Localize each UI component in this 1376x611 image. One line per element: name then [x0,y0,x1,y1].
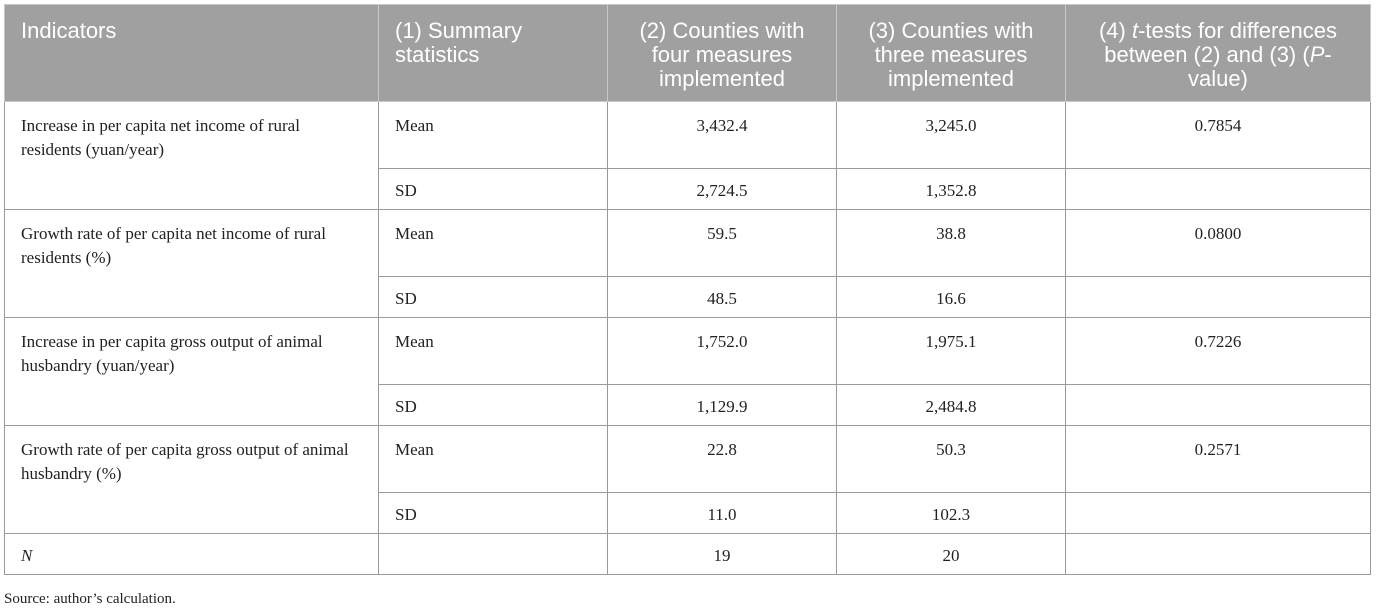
p-value-cell: 0.7226 [1066,318,1371,385]
indicator-cell: Growth rate of per capita gross output of animal husbandry (%) [5,426,379,534]
sd-four-cell: 1,129.9 [608,385,837,426]
header-indicators: Indicators [5,5,379,102]
header-summary-statistics: (1) Summary statistics [379,5,608,102]
mean-four-cell: 1,752.0 [608,318,837,385]
sd-four-cell: 2,724.5 [608,169,837,210]
mean-three-cell: 1,975.1 [837,318,1066,385]
header-t-tests-prefix: (4) [1098,18,1132,43]
stat-label-mean: Mean [379,210,608,277]
empty-cell [1066,277,1371,318]
summary-table [4,4,1371,575]
table-row [5,426,1371,493]
header-four-measures: (2) Counties with four measures implemented [608,5,837,102]
n-three-cell: 20 [837,534,1066,575]
header-row [5,5,1371,102]
sd-four-cell: 48.5 [608,277,837,318]
stat-label-sd: SD [379,277,608,318]
n-four-cell: 19 [608,534,837,575]
sd-three-cell: 102.3 [837,493,1066,534]
p-value-cell: 0.2571 [1066,426,1371,493]
mean-four-cell: 59.5 [608,210,837,277]
indicator-cell: Growth rate of per capita net income of rural residents (%) [5,210,379,318]
mean-three-cell: 38.8 [837,210,1066,277]
header-t-tests-p: P [1309,42,1325,67]
mean-three-cell: 50.3 [837,426,1066,493]
stat-label-sd: SD [379,385,608,426]
empty-cell [1066,493,1371,534]
p-value-cell: 0.7854 [1066,102,1371,169]
header-t-tests-suffix: -value) [1188,42,1332,91]
stat-label-sd: SD [379,493,608,534]
header-t-tests-t: t [1131,18,1139,43]
sd-three-cell: 1,352.8 [837,169,1066,210]
table-row [5,210,1371,277]
mean-three-cell: 3,245.0 [837,102,1066,169]
sd-four-cell: 11.0 [608,493,837,534]
header-t-tests-middle: -tests for differences between (2) and (3) ( [1104,18,1338,67]
sd-three-cell: 16.6 [837,277,1066,318]
source-note: Source: author’s calculation. [4,591,176,607]
mean-four-cell: 3,432.4 [608,102,837,169]
header-three-measures: (3) Counties with three measures implemented [837,5,1066,102]
indicator-cell: Increase in per capita net income of rural residents (yuan/year) [5,102,379,210]
empty-cell [1066,385,1371,426]
sd-three-cell: 2,484.8 [837,385,1066,426]
table-row [5,102,1371,169]
table-row-n [5,534,1371,575]
empty-cell [1066,534,1371,575]
empty-cell [1066,169,1371,210]
header-t-tests [1066,5,1371,102]
stat-label-sd: SD [379,169,608,210]
stat-label-mean: Mean [379,426,608,493]
indicator-cell: Increase in per capita gross output of animal husbandry (yuan/year) [5,318,379,426]
table-row [5,318,1371,385]
stat-label-mean: Mean [379,318,608,385]
mean-four-cell: 22.8 [608,426,837,493]
p-value-cell: 0.0800 [1066,210,1371,277]
empty-cell [379,534,608,575]
n-label: N [5,534,379,575]
stat-label-mean: Mean [379,102,608,169]
